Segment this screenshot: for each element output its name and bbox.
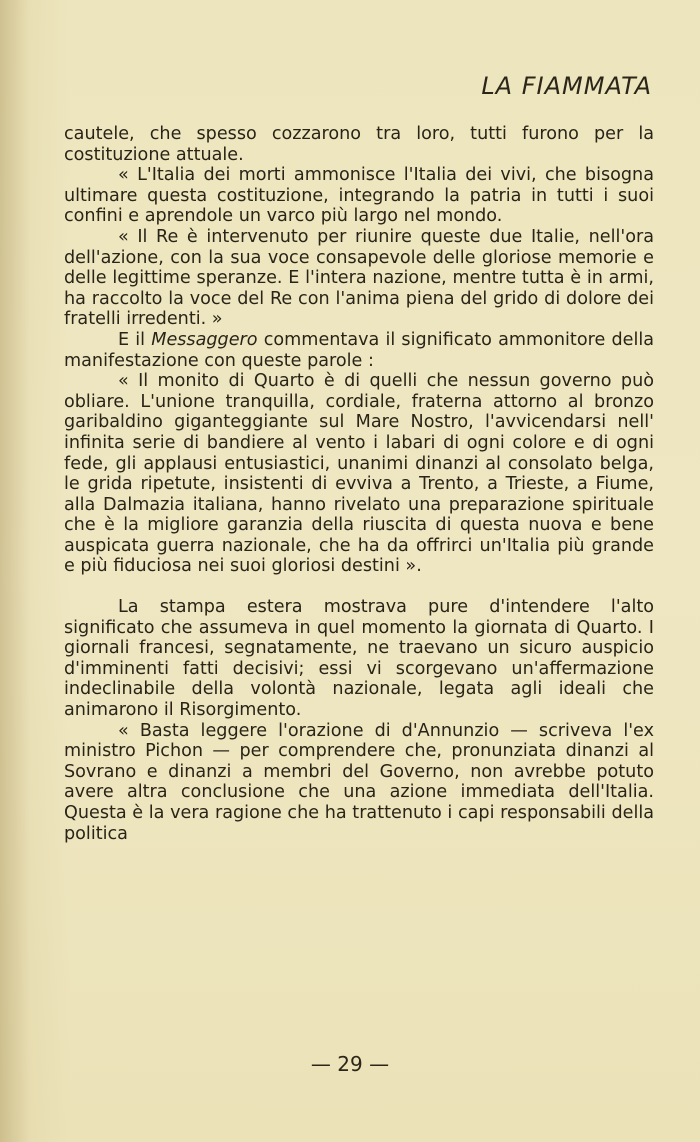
paragraph: La stampa estera mostrava pure d'intendere l'alto significato che assumeva in quel momento la giornata di Quarto. I giornali francesi, segnatamente, ne traevano un sicuro auspicio d'imminenti fatti decisivi; essi vi scorgevano un'affermazione indeclinabile della volontà nazionale, legata agli ideali che animarono il Risorgimento. — [64, 597, 654, 721]
running-title: LA FIAMMATA — [481, 72, 652, 100]
newspaper-title: Messaggero — [151, 329, 258, 350]
paragraph — [64, 330, 654, 371]
paragraph: « Il monito di Quarto è di quelli che nessun governo può obliare. L'unione tranquilla, cordiale, fraterna attorno al bronzo garibaldino giganteggiante sul Mare Nostro, l'avvicendarsi nell' infinita serie di bandiere al vento i labari di ogni colore e di ogni fede, gli applausi entusiastici, unanimi dinanzi al consolato belga, le grida ripetute, insistenti di evviva a Trento, a Trieste, a Fiume, alla Dalmazia italiana, hanno rivelato una preparazione spirituale che è la migliore garanzia della riuscita di questa nuova e bene auspicata guerra nazionale, che ha da offrirci un'Italia più grande e più fiduciosa nei suoi gloriosi destini ». — [64, 371, 654, 577]
paragraph: « Il Re è intervenuto per riunire queste due Italie, nell'ora dell'azione, con la sua voce consapevole delle gloriose memorie e delle legittime speranze. E l'intera nazione, mentre tutta è in armi, ha raccolto la voce del Re con l'anima piena del grido di dolore dei fratelli irredenti. » — [64, 226, 654, 330]
paragraph-rest: commentava il significato ammonitore della manifestazione con queste parole : — [64, 329, 654, 371]
paragraph: « Basta leggere l'orazione di d'Annunzio — scriveva l'ex ministro Pichon — per comprendere che, pronunziata dinanzi al Sovrano e dinanzi a membri del Governo, non avrebbe potuto avere altra conclusione che una azione immediata dell'Italia. Questa è la vera ragione che ha trattenuto i capi responsabili della politica — [64, 720, 654, 844]
paragraph: cautele, che spesso cozzarono tra loro, tutti furono per la costituzione attuale. — [64, 124, 654, 165]
paragraph-lead: E il — [118, 329, 152, 350]
body-text — [64, 124, 654, 844]
page-number: — 29 — — [310, 1052, 390, 1076]
paragraph: « L'Italia dei morti ammonisce l'Italia dei vivi, che bisogna ultimare questa costituzione, integrando la patria in tutti i suoi confini e aprendole un varco più largo nel mondo. — [64, 165, 654, 227]
